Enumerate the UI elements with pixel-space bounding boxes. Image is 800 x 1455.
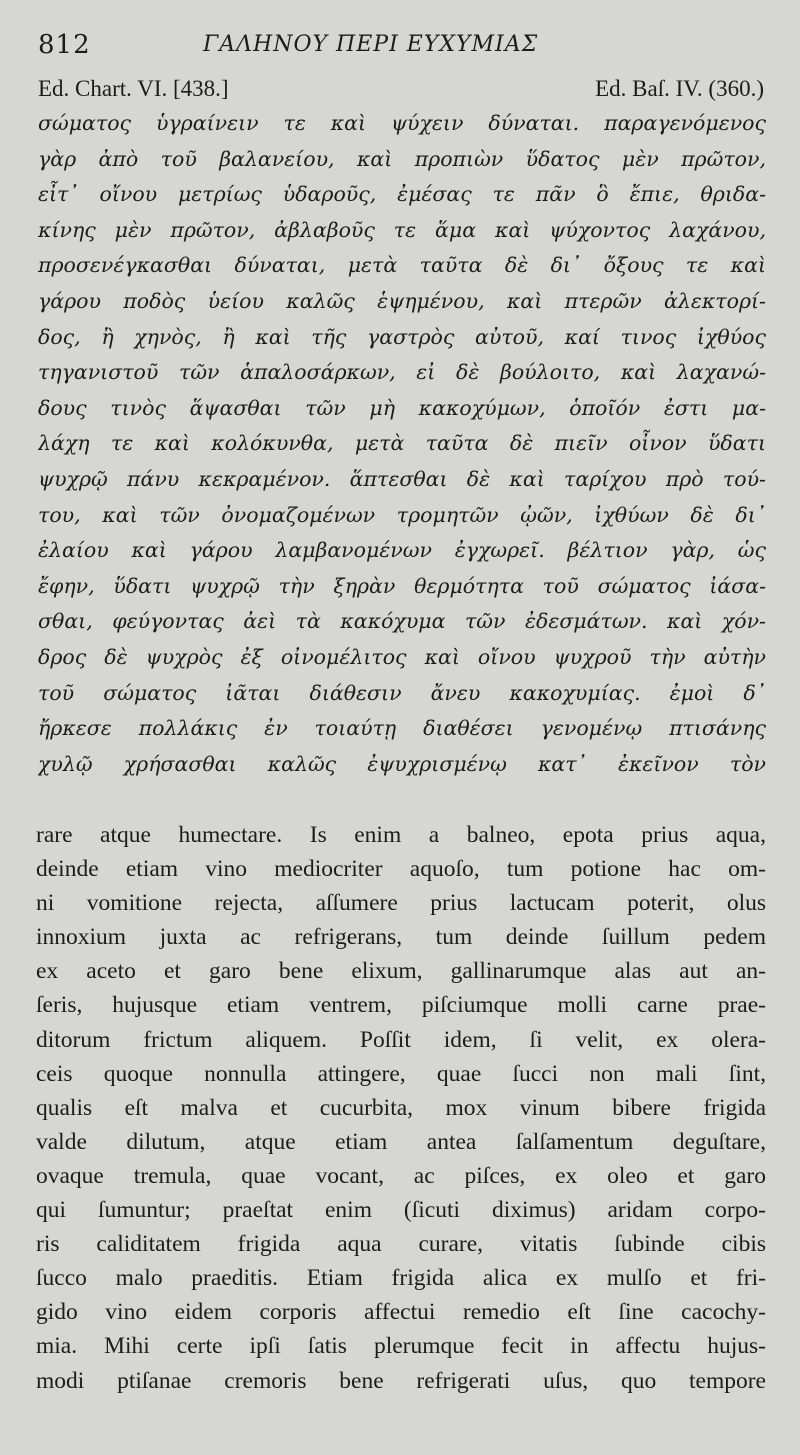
latin-text-line: ris caliditatem frigida aqua curare, vitatis ſubinde cibis bbox=[36, 1231, 766, 1258]
latin-text-line: deinde etiam vino mediocriter aquoſo, tum potione hac om- bbox=[36, 856, 766, 883]
greek-text-line: τοῦ σώματος ἰᾶται διάθεσιν ἄνευ κακοχυμίας. ἐμοὶ δ᾽ bbox=[38, 680, 766, 705]
greek-text-line: ἐλαίου καὶ γάρου λαμβανομένων ἐγχωρεῖ. βέλτιον γὰρ, ὡς bbox=[38, 538, 766, 563]
greek-text-line: του, καὶ τῶν ὀνομαζομένων τρομητῶν ᾠῶν, ἰχθύων δὲ δι᾽ bbox=[38, 502, 766, 527]
greek-text-line: δος, ἢ χηνὸς, ἢ καὶ τῆς γαστρὸς αὐτοῦ, καί τινος ἰχθύος bbox=[38, 324, 766, 349]
greek-text-line: δους τινὸς ἅψασθαι τῶν μὴ κακοχύμων, ὁποῖόν ἐστι μα- bbox=[38, 395, 766, 420]
edition-references bbox=[38, 76, 764, 106]
latin-text-line: ni vomitione rejecta, aſſumere prius lactucam poterit, olus bbox=[36, 890, 766, 917]
greek-text-line: κίνης μὲν πρῶτον, ἀβλαβοῦς τε ἅμα καὶ ψύχοντος λαχάνου, bbox=[38, 217, 766, 242]
latin-text-line: qui ſumuntur; praeſtat enim (ſicuti diximus) aridam corpo- bbox=[36, 1197, 766, 1224]
greek-text-line: σθαι, φεύγοντας ἀεὶ τὰ κακόχυμα τῶν ἐδεσμάτων. καὶ χόν- bbox=[38, 609, 766, 634]
greek-text-line: ἤρκεσε πολλάκις ἐν τοιαύτῃ διαθέσει γενομένῳ πτισάνης bbox=[38, 716, 766, 741]
greek-text-column bbox=[38, 106, 766, 782]
latin-text-line: gido vino eidem corporis affectui remedio eſt ſine cacochy- bbox=[36, 1299, 766, 1326]
latin-text-line: ſeris, hujusque etiam ventrem, piſciumque molli carne prae- bbox=[36, 992, 766, 1019]
greek-text-line: σώματος ὑγραίνειν τε καὶ ψύχειν δύναται. παραγενόμενος bbox=[38, 111, 766, 135]
latin-text-line: ovaque tremula, quae vocant, ac piſces, ex oleo et garo bbox=[36, 1162, 766, 1189]
running-title: ΓΑΛΗΝΟΥ ΠΕΡΙ ΕΥΧΥΜΙΑΣ bbox=[203, 32, 539, 57]
greek-text-line: γάρου ποδὸς ὑείου καλῶς ἑψημένου, καὶ πτερῶν ἀλεκτορί- bbox=[38, 288, 766, 313]
latin-text-line: valde dilutum, atque etiam antea ſalſamentum deguſtare, bbox=[36, 1128, 766, 1155]
page-header bbox=[38, 28, 764, 68]
greek-text-line: δρος δὲ ψυχρὸς ἐξ οἰνομέλιτος καὶ οἴνου ψυχροῦ τὴν αὐτὴν bbox=[38, 644, 766, 669]
latin-text-line: ditorum frictum aliquem. Poſſit idem, ſi velit, ex olera- bbox=[36, 1026, 766, 1053]
greek-text-line: χυλῷ χρήσασθαι καλῶς ἐψυχρισμένῳ κατ᾽ ἐκεῖνον τὸν bbox=[38, 751, 766, 776]
greek-text-line: προσενέγκασθαι δύναται, μετὰ ταῦτα δὲ δι᾽ ὄξους τε καὶ bbox=[38, 253, 766, 278]
greek-text-line: τηγανιστοῦ τῶν ἁπαλοσάρκων, εἰ δὲ βούλοιτο, καὶ λαχανώ- bbox=[38, 360, 766, 385]
greek-text-line: ἔφην, ὕδατι ψυχρῷ τὴν ξηρὰν θερμότητα τοῦ σώματος ἰάσα- bbox=[38, 573, 766, 598]
greek-text-line: εἶτ᾽ οἴνου μετρίως ὑδαροῦς, ἐμέσας τε πᾶν ὃ ἔπιε, θριδα- bbox=[38, 182, 766, 207]
greek-text-line: ψυχρῷ πάνυ κεκραμένον. ἅπτεσθαι δὲ καὶ ταρίχου πρὸ τού- bbox=[38, 466, 766, 491]
latin-text-line: ex aceto et garo bene elixum, gallinarumque alas aut an- bbox=[36, 958, 766, 985]
latin-text-column bbox=[36, 818, 766, 1398]
edition-basel-reference: Ed. Baſ. IV. (360.) bbox=[595, 76, 764, 101]
greek-text-line: γὰρ ἀπὸ τοῦ βαλανείου, καὶ προπιὼν ὕδατος μὲν πρῶτον, bbox=[38, 146, 766, 171]
latin-text-line: qualis eſt malva et cucurbita, mox vinum bibere frigida bbox=[36, 1094, 766, 1121]
greek-text-line: λάχη τε καὶ κολόκυνθα, μετὰ ταῦτα δὲ πιεῖν οἶνον ὕδατι bbox=[38, 431, 766, 456]
latin-text-line: modi ptiſanae cremoris bene refrigerati uſus, quo tempore bbox=[36, 1367, 766, 1394]
page-number: 812 bbox=[38, 30, 91, 60]
latin-text-line: mia. Mihi certe ipſi ſatis plerumque fecit in affectu hujus- bbox=[36, 1333, 766, 1360]
latin-text-line: innoxium juxta ac refrigerans, tum deinde ſuillum pedem bbox=[36, 924, 766, 951]
latin-text-line: ceis quoque nonnulla attingere, quae ſucci non mali ſint, bbox=[36, 1060, 766, 1087]
edition-chart-reference: Ed. Chart. VI. [438.] bbox=[38, 76, 229, 101]
latin-text-line: rare atque humectare. Is enim a balneo, epota prius aqua, bbox=[36, 822, 766, 848]
latin-text-line: ſucco malo praeditis. Etiam frigida alica ex mulſo et fri- bbox=[36, 1265, 766, 1292]
